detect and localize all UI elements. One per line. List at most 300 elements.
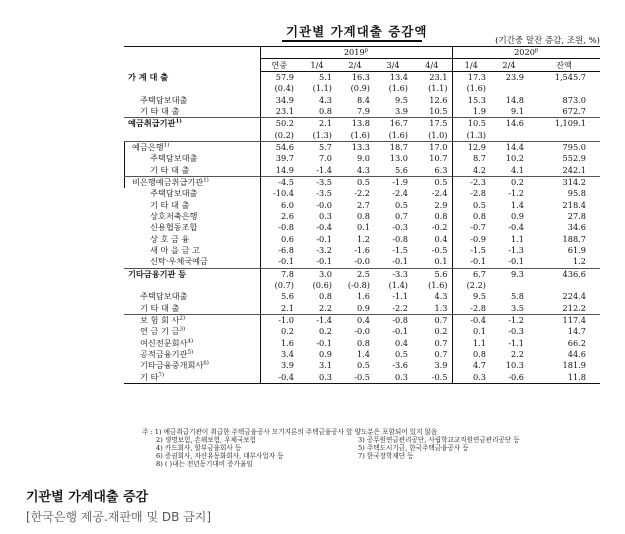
- cell-value: 2.2: [318, 302, 332, 313]
- cell-value: (1.6): [388, 129, 408, 140]
- table-row: [124, 338, 600, 349]
- cell-value: 2.5: [336, 268, 374, 280]
- table-row: [124, 326, 600, 337]
- cell-value: 14.9: [275, 164, 294, 175]
- table-row: [124, 291, 600, 302]
- table-row: [124, 83, 600, 94]
- row-label-text: 주택담보대출: [150, 188, 198, 199]
- cell-value: 14.7: [567, 326, 586, 337]
- cell-value: -0.1: [392, 326, 408, 337]
- footnote-text: 7) 한국장학재단 등: [358, 452, 414, 460]
- cell-value: [528, 280, 600, 291]
- footnote-text: 4) 카드회사, 할부금융회사 등: [156, 444, 242, 452]
- cell-value: 3.0: [298, 268, 336, 280]
- table-title: 기관별 가계대출 증감액: [286, 24, 428, 39]
- cell-value: 1.2: [572, 256, 586, 267]
- table-row: [124, 303, 600, 315]
- cell-value: 34.9: [275, 94, 294, 105]
- cell-value: 4.1: [510, 164, 524, 175]
- cell-value: -1.2: [508, 188, 524, 199]
- cell-value: 13.0: [389, 153, 408, 164]
- table-row: [124, 222, 600, 233]
- cell-value: -0.5: [412, 372, 452, 384]
- row-label-text: 기타금융기관 등: [128, 268, 187, 279]
- cell-value: 4.3: [356, 164, 370, 175]
- cell-value: -0.8: [374, 314, 412, 326]
- footnote-text: 3) 공무원연금관리공단, 사립학교교직원연금관리공단 등: [358, 436, 520, 444]
- header-col: 4/4: [412, 59, 452, 71]
- cell-value: -0.1: [278, 256, 294, 267]
- cell-value: 0.2: [280, 326, 294, 337]
- cell-value: 0.5: [412, 176, 452, 188]
- cell-value: 8.7: [452, 153, 490, 164]
- header-col: 잔액: [528, 59, 600, 71]
- cell-value: 2.1: [280, 302, 294, 313]
- header-col: 2/4: [490, 59, 528, 71]
- footnote-line: [142, 428, 612, 436]
- row-label-note: 4): [187, 338, 194, 345]
- cell-value: -10.4: [273, 188, 294, 199]
- cell-value: 18.7: [374, 141, 412, 153]
- cell-value: 4.3: [434, 291, 448, 302]
- cell-value: -3.6: [392, 360, 408, 371]
- cell-value: 5.7: [298, 141, 336, 153]
- row-label: [124, 245, 260, 256]
- row-label: [124, 372, 260, 384]
- cell-value: (1.6): [388, 83, 408, 94]
- cell-value: -0.4: [452, 314, 490, 326]
- row-label: [124, 94, 260, 105]
- row-label-text: 기타금융중개회사: [140, 360, 204, 371]
- cell-value: 13.3: [336, 141, 374, 153]
- cell-value: -0.7: [452, 222, 490, 233]
- cell-value: 9.5: [452, 291, 490, 302]
- cell-value: 0.8: [452, 211, 490, 222]
- footnotes: [142, 428, 612, 468]
- cell-value: (1.3): [452, 129, 490, 141]
- cell-value: -1.1: [392, 291, 408, 302]
- cell-value: 0.6: [280, 233, 294, 244]
- cell-value: (2.2): [452, 280, 490, 291]
- header-col: 1/4: [452, 59, 490, 71]
- row-label: [124, 314, 260, 326]
- cell-value: -0.0: [354, 256, 370, 267]
- cell-value: -0.0: [354, 326, 370, 337]
- cell-value: 242.1: [562, 164, 586, 175]
- cell-value: -1.5: [392, 245, 408, 256]
- table-row: [124, 245, 600, 256]
- cell-value: 2.6: [280, 210, 294, 221]
- header-col: 연중: [260, 59, 298, 71]
- cell-value: -1.6: [354, 245, 370, 256]
- cell-value: -3.2: [316, 245, 332, 256]
- cell-value: 16.7: [374, 118, 412, 130]
- cell-value: (1.6): [350, 129, 370, 140]
- row-label-text: 기 타 대 출: [150, 199, 190, 210]
- cell-value: 3.4: [280, 349, 294, 360]
- row-label-text: 주택담보대출: [140, 291, 188, 302]
- footnote-text: 5) 주택도시기금, 한국주택금융공사 등: [358, 444, 469, 452]
- cell-value: 873.0: [562, 94, 586, 105]
- cell-value: 218.4: [562, 199, 586, 210]
- cell-value: 34.6: [567, 222, 586, 233]
- table-row: [124, 199, 600, 210]
- cell-value: 1,109.1: [528, 118, 600, 130]
- header-row-years: [124, 47, 600, 59]
- cell-value: -2.4: [392, 188, 408, 199]
- cell-value: 17.3: [452, 71, 490, 83]
- table-row: [124, 153, 600, 164]
- cell-value: -2.4: [431, 188, 448, 199]
- row-label: [124, 349, 260, 360]
- cell-value: 0.2: [318, 326, 332, 337]
- cell-value: 12.9: [452, 141, 490, 153]
- cell-value: 16.3: [351, 71, 370, 82]
- cell-value: (0.6): [312, 280, 332, 291]
- cell-value: 11.8: [528, 372, 600, 384]
- cell-value: 23.1: [275, 105, 294, 116]
- cell-value: 39.7: [275, 153, 294, 164]
- cell-value: 5.8: [510, 291, 524, 302]
- cell-value: -0.3: [508, 326, 524, 337]
- cell-value: (1.1): [428, 83, 448, 94]
- cell-value: 314.2: [528, 176, 600, 188]
- cell-value: [490, 280, 528, 291]
- cell-value: 436.6: [528, 268, 600, 280]
- cell-value: 23.1: [429, 71, 448, 82]
- cell-value: 117.4: [528, 314, 600, 326]
- table-row: [124, 176, 600, 188]
- cell-value: 50.2: [260, 118, 298, 130]
- cell-value: -0.5: [431, 245, 448, 256]
- row-label-text: 신탁·우체국예금: [150, 256, 208, 267]
- footnote-text: [437, 428, 612, 436]
- cell-value: 17.5: [412, 118, 452, 130]
- cell-value: 12.6: [429, 94, 448, 105]
- cell-value: 5.6: [394, 164, 408, 175]
- cell-value: 0.3: [374, 372, 412, 384]
- header-year2: 2020$^p$: [452, 47, 600, 59]
- cell-value: -2.8: [452, 303, 490, 315]
- row-label-note: 3): [179, 326, 186, 333]
- row-label-text: 기 타: [140, 371, 159, 382]
- row-label: [124, 338, 260, 349]
- row-label: [124, 211, 260, 222]
- cell-value: 3.9: [394, 105, 408, 116]
- unit-note: (기간중 말잔 증감, 조원, %): [495, 36, 600, 46]
- title-underline: [282, 40, 422, 42]
- row-label: [124, 164, 260, 176]
- cell-value: -0.0: [316, 199, 332, 210]
- footnote-text: 8) ( )내는 전년동기대비 증가율임: [156, 460, 253, 468]
- cell-value: 14.8: [505, 94, 524, 105]
- cell-value: (1.6): [452, 83, 490, 94]
- cell-value: -3.5: [298, 176, 336, 188]
- cell-value: 54.6: [260, 141, 298, 153]
- cell-value: (1.0): [428, 129, 448, 140]
- cell-value: (0.7): [274, 280, 294, 291]
- row-label-text: 상 호 금 융: [150, 233, 190, 244]
- cell-value: 6.7: [452, 268, 490, 280]
- cell-value: 66.2: [567, 337, 586, 348]
- cell-value: 13.8: [336, 118, 374, 130]
- header-col: 3/4: [374, 59, 412, 71]
- photo-source: [한국은행 제공.재판매 및 DB 금지]: [26, 510, 212, 524]
- cell-value: 10.5: [452, 118, 490, 130]
- row-label-text: 기 타 대 출: [140, 302, 180, 313]
- row-label: [124, 129, 260, 141]
- cell-value: 10.2: [505, 153, 524, 164]
- cell-value: -1.2: [490, 314, 528, 326]
- cell-value: 5.6: [412, 268, 452, 280]
- cell-value: 0.8: [434, 210, 448, 221]
- cell-value: 0.3: [318, 210, 332, 221]
- row-label-text: 새 마 을 금 고: [150, 245, 200, 256]
- header-col: 1/4: [298, 59, 336, 71]
- table-row: [124, 256, 600, 268]
- cell-value: -0.1: [316, 337, 332, 348]
- cell-value: 0.7: [394, 210, 408, 221]
- row-label-text: 기 타 대 출: [150, 164, 190, 175]
- footnote-line: [142, 452, 612, 460]
- cell-value: 0.1: [356, 222, 370, 233]
- cell-value: -1.4: [316, 164, 332, 175]
- table-row: [124, 314, 600, 326]
- cell-value: 17.0: [412, 141, 452, 153]
- table-row: [124, 234, 600, 245]
- cell-value: 0.4: [394, 337, 408, 348]
- cell-value: 0.7: [434, 349, 448, 360]
- photo-caption: 기관별 가계대출 증감: [26, 490, 149, 505]
- cell-value: 0.4: [336, 314, 374, 326]
- cell-value: 0.8: [356, 337, 370, 348]
- cell-value: -3.5: [316, 188, 332, 199]
- cell-value: -0.1: [452, 256, 490, 268]
- row-label-note: 1): [175, 118, 182, 125]
- row-label-text: 기 타 대 출: [140, 105, 180, 116]
- row-label-note: 1): [163, 142, 170, 149]
- table-row: [124, 211, 600, 222]
- table-row: [124, 349, 600, 360]
- cell-value: 15.3: [452, 94, 490, 105]
- table-row: [124, 141, 600, 153]
- row-label: [124, 360, 260, 371]
- cell-value: 6.3: [434, 164, 448, 175]
- cell-value: (0.9): [350, 83, 370, 94]
- cell-value: -0.1: [392, 256, 408, 267]
- cell-value: -1.9: [374, 176, 412, 188]
- row-label-text: 비은행예금취급기관: [132, 176, 204, 187]
- cell-value: 0.3: [452, 372, 490, 384]
- table-row: [124, 188, 600, 199]
- cell-value: 1.1: [452, 338, 490, 349]
- cell-value: [528, 129, 600, 141]
- cell-value: 0.1: [434, 256, 448, 267]
- cell-value: 0.7: [434, 337, 448, 348]
- row-label: [124, 291, 260, 302]
- cell-value: 0.2: [490, 176, 528, 188]
- cell-value: 0.8: [318, 291, 332, 302]
- cell-value: -1.4: [298, 314, 336, 326]
- row-label-note: 1): [203, 177, 209, 184]
- loan-table: [124, 46, 600, 384]
- table-row: [124, 129, 600, 141]
- footnote-text: 6) 증권회사, 자산유동화회사, 대부사업자 등: [156, 452, 284, 460]
- row-label-note: 5): [187, 349, 194, 356]
- cell-value: -0.5: [336, 372, 374, 384]
- row-label-text: 가 계 대 출: [128, 71, 169, 82]
- cell-value: -6.8: [278, 245, 294, 256]
- row-label-text: 예금취급기관: [128, 118, 176, 129]
- footnote-text: [358, 460, 612, 468]
- cell-value: 0.8: [356, 210, 370, 221]
- cell-value: 7.8: [260, 268, 298, 280]
- cell-value: 224.4: [562, 291, 586, 302]
- cell-value: 0.9: [510, 210, 524, 221]
- cell-value: -1.1: [508, 337, 524, 348]
- cell-value: -2.8: [452, 188, 490, 199]
- cell-value: 3.9: [280, 360, 294, 371]
- row-label: [124, 234, 260, 245]
- cell-value: 1.1: [510, 233, 524, 244]
- header-col: 2/4: [336, 59, 374, 71]
- row-label: [124, 188, 260, 199]
- cell-value: 95.8: [567, 188, 586, 199]
- row-label: [124, 199, 260, 210]
- row-label-text: 주택담보대출: [140, 94, 188, 105]
- cell-value: -2.2: [392, 302, 408, 313]
- cell-value: 13.4: [389, 71, 408, 82]
- cell-value: 61.9: [567, 245, 586, 256]
- cell-value: (-0.8): [347, 280, 370, 291]
- cell-value: 6.0: [280, 199, 294, 210]
- cell-value: (1.3): [312, 129, 332, 140]
- cell-value: 2.1: [298, 118, 336, 130]
- cell-value: 5.6: [280, 291, 294, 302]
- cell-value: 672.7: [562, 105, 586, 116]
- cell-value: -0.9: [452, 234, 490, 245]
- cell-value: 0.1: [452, 326, 490, 337]
- cell-value: [528, 83, 600, 94]
- cell-value: [490, 129, 528, 141]
- footnote-text: 주 : 1) 예금취급기관이 취급한 주택금융공사 모기지론의 주택금융공사 앞 양도분은 포함되어 있지 않음: [142, 428, 438, 436]
- row-label: [124, 326, 260, 337]
- cell-value: -0.1: [316, 256, 332, 267]
- cell-value: 0.8: [318, 105, 332, 116]
- cell-value: -0.2: [431, 222, 448, 233]
- cell-value: 10.3: [505, 360, 524, 371]
- cell-value: 1.6: [280, 337, 294, 348]
- cell-value: 0.5: [336, 176, 374, 188]
- cell-value: -0.1: [316, 233, 332, 244]
- cell-value: -0.4: [260, 372, 298, 384]
- cell-value: 8.4: [356, 94, 370, 105]
- cell-value: 0.5: [394, 199, 408, 210]
- table-row: [124, 360, 600, 371]
- row-label-text: 신용협동조합: [150, 222, 198, 233]
- cell-value: 0.8: [452, 349, 490, 360]
- row-label-note: 2): [179, 315, 186, 322]
- cell-value: 188.7: [562, 233, 586, 244]
- cell-value: 1,545.7: [554, 71, 586, 82]
- row-label: [124, 141, 260, 153]
- cell-value: 4.7: [452, 360, 490, 371]
- row-label: [124, 153, 260, 164]
- row-label-text: 보 험 회 사: [140, 315, 180, 326]
- cell-value: 0.7: [412, 314, 452, 326]
- cell-value: 1.3: [434, 302, 448, 313]
- cell-value: 3.5: [510, 302, 524, 313]
- cell-value: 0.3: [298, 372, 336, 384]
- row-label-text: 여신전문회사: [140, 337, 188, 348]
- table-row: [124, 106, 600, 118]
- cell-value: 7.0: [318, 153, 332, 164]
- cell-value: -0.4: [316, 222, 332, 233]
- cell-value: 0.9: [356, 302, 370, 313]
- cell-value: 3.1: [318, 360, 332, 371]
- cell-value: -0.8: [278, 222, 294, 233]
- cell-value: (0.2): [274, 129, 294, 140]
- row-label: [124, 118, 260, 130]
- row-label-text: 상호저축은행: [150, 210, 198, 221]
- cell-value: 0.5: [452, 199, 490, 210]
- row-label-text: 공적금융기관: [140, 349, 188, 360]
- row-label: [124, 280, 260, 291]
- cell-value: -0.4: [508, 222, 524, 233]
- cell-value: 1.9: [452, 106, 490, 118]
- table-row: [124, 268, 600, 280]
- row-label-text: 연 금 기 금: [140, 326, 180, 337]
- cell-value: 0.4: [434, 233, 448, 244]
- cell-value: 1.4: [356, 349, 370, 360]
- cell-value: 181.9: [562, 360, 586, 371]
- statistics-sheet: [118, 14, 608, 468]
- table-row: [124, 71, 600, 83]
- cell-value: 9.0: [356, 153, 370, 164]
- cell-value: -1.3: [508, 245, 524, 256]
- row-label: [124, 71, 260, 83]
- table-row: [124, 164, 600, 176]
- cell-value: 9.1: [510, 105, 524, 116]
- cell-value: -0.1: [508, 256, 524, 267]
- cell-value: 212.2: [562, 302, 586, 313]
- row-label-text: 예금은행: [132, 141, 164, 152]
- row-label: [124, 222, 260, 233]
- cell-value: 10.5: [429, 105, 448, 116]
- cell-value: 0.9: [318, 349, 332, 360]
- cell-value: 3.9: [434, 360, 448, 371]
- cell-value: 4.2: [452, 164, 490, 176]
- cell-value: 1.2: [356, 233, 370, 244]
- table-row: [124, 280, 600, 291]
- cell-value: 0.2: [434, 326, 448, 337]
- row-label: [124, 176, 260, 188]
- table-row: [124, 118, 600, 130]
- row-label-note: 6): [203, 360, 209, 367]
- cell-value: -3.3: [374, 268, 412, 280]
- cell-value: (1.6): [428, 280, 448, 291]
- cell-value: 9.3: [490, 268, 528, 280]
- table-row: [124, 94, 600, 105]
- cell-value: 27.8: [567, 210, 586, 221]
- row-label: [124, 256, 260, 268]
- cell-value: 795.0: [528, 141, 600, 153]
- cell-value: -1.0: [260, 314, 298, 326]
- cell-value: -1.5: [452, 245, 490, 256]
- cell-value: -2.2: [354, 188, 370, 199]
- cell-value: 7.9: [356, 105, 370, 116]
- cell-value: 2.2: [510, 349, 524, 360]
